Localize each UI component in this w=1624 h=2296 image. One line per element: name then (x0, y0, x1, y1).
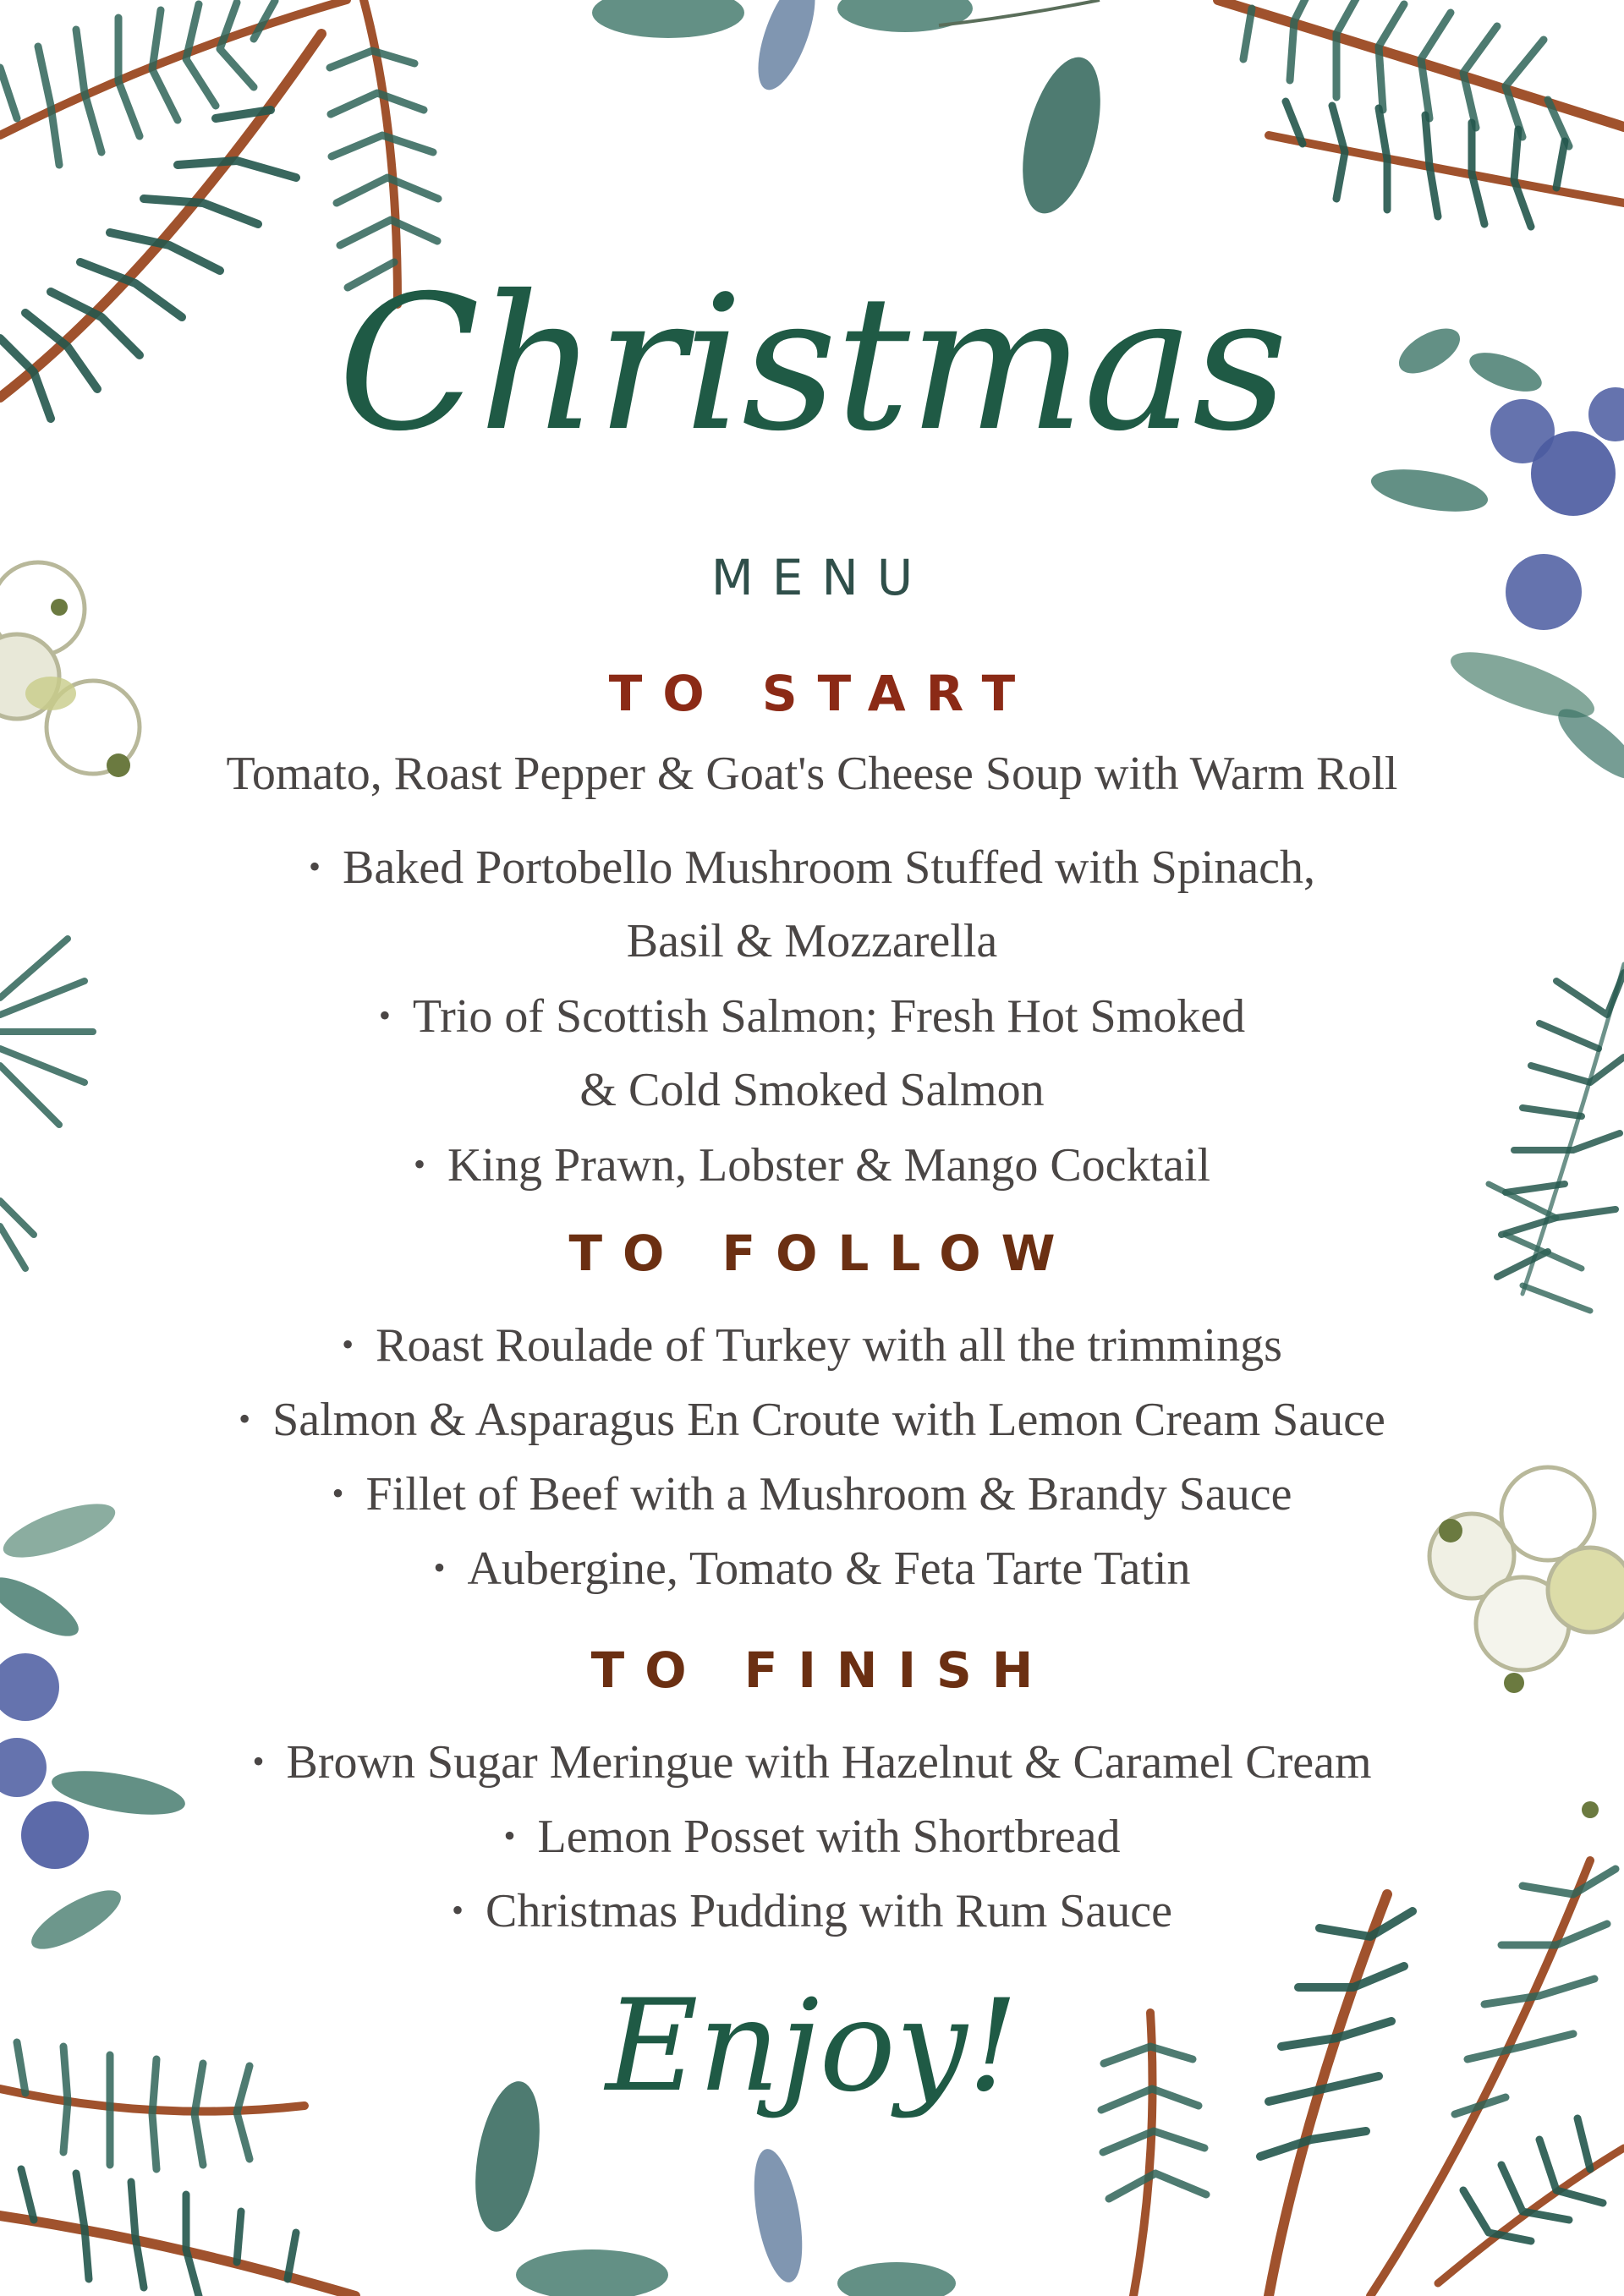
menu-item-text: Aubergine, Tomato & Feta Tarte Tatin (467, 1543, 1191, 1595)
menu-item-text: Roast Roulade of Turkey with all the trimmings (376, 1319, 1282, 1372)
menu-item (135, 1135, 1489, 1195)
bullet-icon: • (433, 1548, 446, 1586)
bullet-icon: • (342, 1325, 354, 1363)
menu-item (135, 1538, 1489, 1598)
left-snowberries (0, 562, 140, 777)
menu-item (135, 1464, 1489, 1524)
menu-item-text: Fillet of Beef with a Mushroom & Brandy Sauce (365, 1468, 1292, 1521)
right-middle-pine (1489, 964, 1624, 1311)
menu-item-continuation (135, 1060, 1489, 1120)
menu-item-text: Brown Sugar Meringue with Hazelnut & Caramel Cream (286, 1736, 1372, 1789)
section-heading-to-follow: TO FOLLOW (568, 1225, 1076, 1282)
bullet-icon: • (451, 1891, 464, 1929)
closing-message: Enjoy! (606, 1973, 1018, 2120)
section-heading-to-start: TO START (608, 665, 1036, 722)
bullet-icon: • (252, 1742, 265, 1780)
bullet-icon: • (378, 996, 391, 1034)
menu-item (135, 1732, 1489, 1792)
menu-item (135, 1806, 1489, 1866)
bullet-icon: • (503, 1817, 516, 1855)
menu-item (135, 1389, 1489, 1449)
menu-title: Christmas (337, 255, 1287, 472)
menu-item (135, 744, 1489, 803)
menu-subtitle: MENU (710, 549, 932, 606)
left-middle-pine (0, 939, 93, 1269)
bullet-icon: • (413, 1145, 425, 1183)
menu-item-text: Christmas Pudding with Rum Sauce (486, 1885, 1172, 1937)
menu-item-text: Salmon & Asparagus En Croute with Lemon Cream Sauce (272, 1394, 1385, 1446)
menu-item-continuation (135, 912, 1489, 971)
bullet-icon: • (332, 1474, 344, 1512)
menu-item-text: Tomato, Roast Pepper & Goat's Cheese Soup with Warm Roll (226, 748, 1398, 800)
menu-item-text: King Prawn, Lobster & Mango Cocktail (447, 1139, 1211, 1192)
menu-item-text: Lemon Posset with Shortbread (537, 1811, 1121, 1863)
menu-content (135, 0, 1489, 2296)
menu-item (135, 1315, 1489, 1375)
menu-item-text: Trio of Scottish Salmon; Fresh Hot Smoked (412, 990, 1246, 1043)
bullet-icon: • (239, 1400, 251, 1438)
bullet-icon: • (308, 847, 321, 885)
menu-item-text: & Cold Smoked Salmon (579, 1064, 1045, 1116)
menu-item (135, 1881, 1489, 1941)
menu-item-text: Basil & Mozzarella (626, 915, 998, 967)
menu-item (135, 986, 1489, 1046)
section-heading-to-finish: TO FINISH (590, 1641, 1054, 1699)
menu-item-text: Baked Portobello Mushroom Stuffed with Spinach, (343, 841, 1315, 894)
menu-item (135, 837, 1489, 897)
